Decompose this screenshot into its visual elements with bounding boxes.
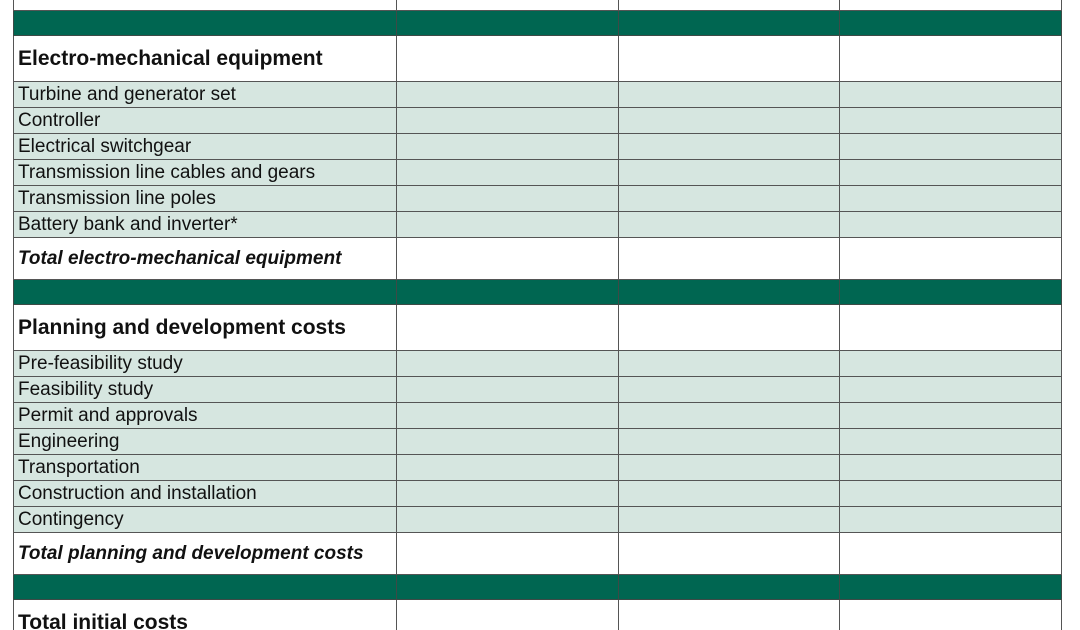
section-total-label: Total electro-mechanical equipment (14, 238, 397, 280)
value-cell[interactable] (840, 212, 1062, 238)
line-item-label: Turbine and generator set (14, 82, 397, 108)
line-item-row (14, 507, 1062, 533)
value-cell[interactable] (840, 0, 1062, 11)
value-cell[interactable] (619, 108, 840, 134)
line-item-label: Transmission line poles (14, 186, 397, 212)
partial-row-top (14, 0, 1062, 11)
line-item-label: Transportation (14, 455, 397, 481)
value-cell[interactable] (397, 82, 619, 108)
value-cell[interactable] (619, 429, 840, 455)
value-cell[interactable] (840, 351, 1062, 377)
section-bar-cell (397, 280, 619, 305)
section-heading: Planning and development costs (14, 305, 397, 351)
value-cell[interactable] (619, 0, 840, 11)
value-cell[interactable] (397, 186, 619, 212)
value-cell[interactable] (619, 533, 840, 575)
line-item-label: Transmission line cables and gears (14, 160, 397, 186)
line-item-row (14, 429, 1062, 455)
line-item-label: Feasibility study (14, 377, 397, 403)
value-cell[interactable] (619, 238, 840, 280)
value-cell[interactable] (619, 212, 840, 238)
value-cell[interactable] (397, 600, 619, 630)
value-cell[interactable] (840, 238, 1062, 280)
section-bar-cell (619, 575, 840, 600)
section-bar-cell (840, 11, 1062, 36)
section-heading: Electro-mechanical equipment (14, 36, 397, 82)
value-cell[interactable] (619, 600, 840, 630)
value-cell[interactable] (619, 481, 840, 507)
value-cell[interactable] (840, 429, 1062, 455)
line-item-label: Engineering (14, 429, 397, 455)
line-item-label: Controller (14, 108, 397, 134)
value-cell[interactable] (397, 212, 619, 238)
line-item-row (14, 212, 1062, 238)
value-cell[interactable] (397, 481, 619, 507)
value-cell[interactable] (840, 82, 1062, 108)
line-item-row (14, 82, 1062, 108)
value-cell[interactable] (397, 134, 619, 160)
value-cell[interactable] (619, 305, 840, 351)
value-cell[interactable] (619, 82, 840, 108)
section-bar-cell (840, 280, 1062, 305)
value-cell[interactable] (840, 455, 1062, 481)
line-item-label: Permit and approvals (14, 403, 397, 429)
cost-table (13, 0, 1062, 630)
section-bar-cell (397, 11, 619, 36)
line-item-row (14, 160, 1062, 186)
section-heading-row (14, 36, 1062, 82)
value-cell[interactable] (840, 507, 1062, 533)
section-bar-cell (397, 575, 619, 600)
section-total-label: Total planning and development costs (14, 533, 397, 575)
line-item-row (14, 455, 1062, 481)
section-divider-bar (14, 575, 1062, 600)
grand-total-label: Total initial costs (14, 600, 397, 630)
section-total-row (14, 533, 1062, 575)
value-cell[interactable] (619, 455, 840, 481)
value-cell[interactable] (840, 108, 1062, 134)
line-item-row (14, 186, 1062, 212)
line-item-label: Electrical switchgear (14, 134, 397, 160)
value-cell[interactable] (397, 160, 619, 186)
section-bar-cell (14, 280, 397, 305)
section-bar-cell (619, 11, 840, 36)
value-cell[interactable] (397, 305, 619, 351)
section-heading-row (14, 305, 1062, 351)
line-item-row (14, 134, 1062, 160)
value-cell[interactable] (840, 481, 1062, 507)
line-item-label: Battery bank and inverter* (14, 212, 397, 238)
value-cell[interactable] (619, 160, 840, 186)
value-cell[interactable] (397, 351, 619, 377)
value-cell[interactable] (840, 186, 1062, 212)
value-cell[interactable] (840, 600, 1062, 630)
value-cell[interactable] (840, 377, 1062, 403)
value-cell[interactable] (397, 455, 619, 481)
line-item-row (14, 108, 1062, 134)
value-cell[interactable] (397, 429, 619, 455)
cost-table-body (14, 0, 1062, 630)
value-cell[interactable] (840, 403, 1062, 429)
value-cell[interactable] (397, 0, 619, 11)
section-bar-cell (619, 280, 840, 305)
value-cell[interactable] (397, 238, 619, 280)
value-cell[interactable] (397, 377, 619, 403)
line-item-row (14, 481, 1062, 507)
value-cell[interactable] (619, 403, 840, 429)
value-cell[interactable] (619, 377, 840, 403)
value-cell[interactable] (619, 36, 840, 82)
value-cell[interactable] (397, 533, 619, 575)
section-bar-cell (840, 575, 1062, 600)
value-cell[interactable] (619, 186, 840, 212)
value-cell[interactable] (397, 403, 619, 429)
value-cell[interactable] (619, 507, 840, 533)
line-item-row (14, 377, 1062, 403)
line-item-label: Pre-feasibility study (14, 351, 397, 377)
section-divider-bar (14, 11, 1062, 36)
section-bar-cell (14, 11, 397, 36)
grand-total-row (14, 600, 1062, 630)
value-cell[interactable] (840, 134, 1062, 160)
line-item-row (14, 351, 1062, 377)
section-divider-bar (14, 280, 1062, 305)
value-cell[interactable] (840, 533, 1062, 575)
value-cell[interactable] (840, 305, 1062, 351)
line-item-label: Contingency (14, 507, 397, 533)
value-cell[interactable] (397, 108, 619, 134)
value-cell[interactable] (397, 507, 619, 533)
line-item-row (14, 403, 1062, 429)
line-item-label: Construction and installation (14, 481, 397, 507)
section-bar-cell (14, 575, 397, 600)
row-label-cell (14, 0, 397, 11)
value-cell[interactable] (397, 36, 619, 82)
value-cell[interactable] (840, 36, 1062, 82)
value-cell[interactable] (840, 160, 1062, 186)
value-cell[interactable] (619, 134, 840, 160)
value-cell[interactable] (619, 351, 840, 377)
section-total-row (14, 238, 1062, 280)
